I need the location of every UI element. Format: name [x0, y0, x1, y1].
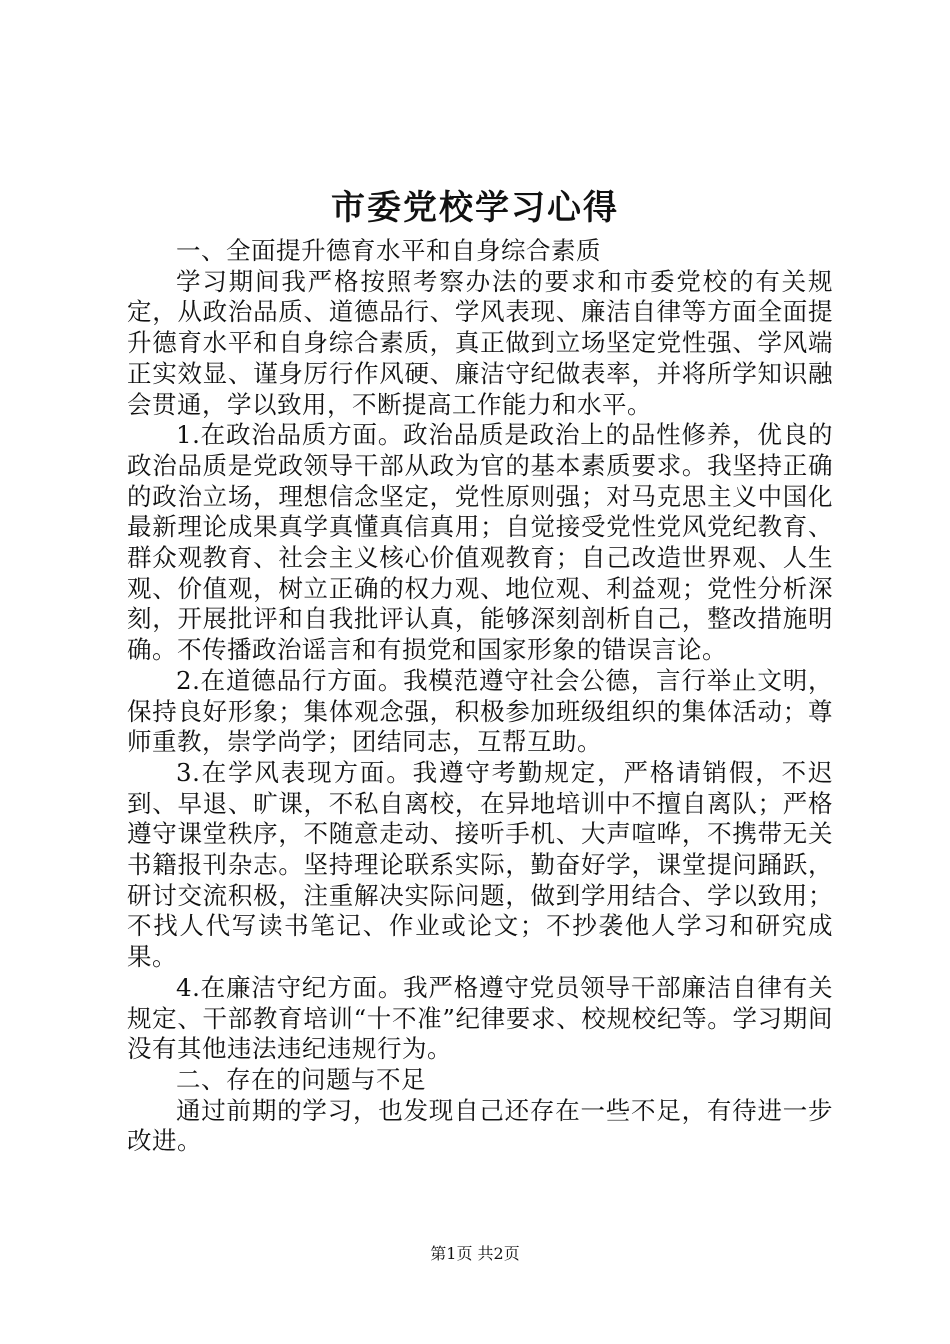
page-footer: 第1页 共2页	[430, 1244, 520, 1263]
paragraph-study-style: 3.在学风表现方面。我遵守考勤规定，严格请销假，不迟到、早退、旷课，不私自离校，在异地培训中不擅自离队；严格遵守课堂秩序，不随意走动、接听手机、大声喧哗，不携带无关书籍报刊杂志。坚持理论联系实际，勤奋好学，课堂提问踊跃，研讨交流积极，注重解决实际问题，做到学用结合、学以致用；不找人代写读书笔记、作业或论文；不抄袭他人学习和研究成果。	[127, 757, 833, 972]
section-heading-1: 一、全面提升德育水平和自身综合素质	[176, 236, 601, 265]
paragraph-political: 1.在政治品质方面。政治品质是政治上的品性修养，优良的政治品质是党政领导干部从政为官的基本素质要求。我坚持正确的政治立场，理想信念坚定，党性原则强；对马克思主义中国化最新理论成果真学真懂真信真用；自觉接受党性党风党纪教育、群众观教育、社会主义核心价值观教育；自己改造世界观、人生观、价值观，树立正确的权力观、地位观、利益观；党性分析深刻，开展批评和自我批评认真，能够深刻剖析自己，整改措施明确。不传播政治谣言和有损党和国家形象的错误言论。	[127, 420, 833, 665]
paragraph-shortcomings: 通过前期的学习，也发现自己还存在一些不足，有待进一步改进。	[127, 1095, 833, 1156]
page-title: 市委党校学习心得	[331, 188, 619, 228]
paragraph-moral: 2.在道德品行方面。我模范遵守社会公德，言行举止文明，保持良好形象；集体观念强，积极参加班级组织的集体活动；尊师重教，崇学尚学；团结同志，互帮互助。	[127, 665, 833, 757]
section-heading-2: 二、存在的问题与不足	[176, 1064, 426, 1094]
paragraph-integrity: 4.在廉洁守纪方面。我严格遵守党员领导干部廉洁自律有关规定、干部教育培训“十不准”纪律要求、校规校纪等。学习期间没有其他违法违纪违规行为。	[127, 972, 833, 1064]
paragraph-intro: 学习期间我严格按照考察办法的要求和市委党校的有关规定，从政治品质、道德品行、学风表现、廉洁自律等方面全面提升德育水平和自身综合素质，真正做到立场坚定党性强、学风端正实效显、谨身厉行作风硬、廉洁守纪做表率，并将所学知识融会贯通，学以致用，不断提高工作能力和水平。	[127, 266, 833, 419]
document-body	[127, 236, 833, 1157]
